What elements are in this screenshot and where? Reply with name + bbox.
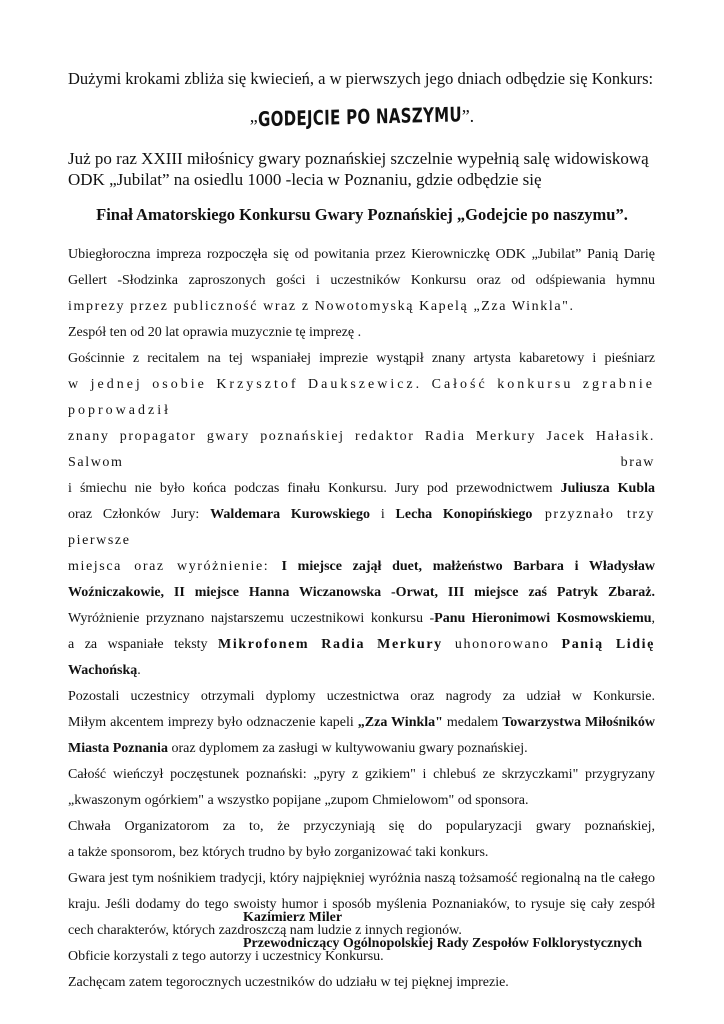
- intro-line: Dużymi krokami zbliża się kwiecień, a w pierwszych jego dniach odbędzie się Konkurs:: [68, 69, 654, 88]
- p5-line-1: Pozostali uczestnicy otrzymali dyplomy uczestnictwa oraz nagrody za udział w Konkursie.: [68, 689, 655, 704]
- p4-line-2-text: a za wspaniałe teksty: [68, 637, 219, 652]
- contest-name-close: ”.: [461, 106, 475, 126]
- p3-line-5: [68, 502, 655, 554]
- p3-line-4: [68, 476, 655, 502]
- p7-line-1: Chwała Organizatorom za to, że przyczyniają się do popularyzacji gwary poznańskiej,: [68, 819, 655, 834]
- p7-line-2: a także sponsorom, bez których trudno by było zorganizować taki konkurs.: [68, 845, 489, 860]
- p4-line-3-dot: .: [137, 663, 141, 678]
- p4-line-3: [68, 658, 655, 684]
- jury-member-2: Lecha Konopińskiego: [395, 507, 533, 522]
- p3-line-6: [68, 554, 655, 580]
- signature-block: [243, 905, 683, 957]
- p2-line: Zespół ten od 20 lat oprawia muzycznie tę imprezę .: [68, 325, 362, 340]
- p5-line-3: [68, 736, 655, 762]
- band-name: „Zza Winkla": [357, 715, 443, 730]
- contest-name-title: GODEJCIE PO NASZYMU: [257, 102, 462, 132]
- p3-line-3: [68, 424, 655, 476]
- lead-line-2: ODK „Jubilat” na osiedlu 1000 -lecia w Poznaniu, gdzie odbędzie się: [68, 170, 542, 189]
- p3-line-3-text: znany propagator gwary poznańskiej redaktor Radia Merkury Jacek Hałasik. Salwom braw: [68, 429, 655, 470]
- society-name-a: Towarzystwa Miłośników: [502, 715, 656, 730]
- article-body: [68, 242, 655, 996]
- p1-line-1: Ubiegłoroczna impreza rozpoczęła się od powitania przez Kierowniczkę ODK „Jubilat” Panią Darię: [68, 247, 655, 262]
- distinction-name: Panu Hieronimowi Kosmowskiemu: [434, 611, 652, 626]
- final-title: Finał Amatorskiego Konkursu Gwary Poznańskiej „Godejcie po naszymu”.: [96, 205, 628, 224]
- p4-line-1-comma: ,: [651, 611, 656, 626]
- p6-line-1: Całość wieńczył poczęstunek poznański: „pyry z gzikiem" i chlebuś ze skrzyczkami" przygryzany: [68, 767, 655, 782]
- jury-chair-name: Juliusza Kubla: [560, 481, 655, 496]
- p9-line: Obficie korzystali z tego autorzy i uczestnicy Konkursu.: [68, 949, 384, 964]
- signature-name: Kazimierz Miler: [243, 910, 343, 925]
- p3-line-5-text: oraz Członków Jury:: [68, 507, 211, 522]
- p8-line-2: kraju. Jeśli dodamy do tego swoisty humor i sposób myślenia Poznaniaków, to rysuje się cały zespół: [68, 897, 655, 912]
- p8-line-1: Gwara jest tym nośnikiem tradycji, który najpiękniej wyróżnia naszą tożsamość regionalną na tle całego: [68, 871, 655, 886]
- society-name-b: Miasta Poznania: [68, 741, 168, 756]
- p5-line-2-mid: medalem: [442, 715, 503, 730]
- contest-name-open-quote: „: [249, 106, 258, 126]
- signature-role: Przewodniczący Ogólnopolskiej Rady Zespołów Folklorystycznych: [243, 936, 642, 951]
- p4-line-2: [68, 632, 655, 658]
- p3-line-2: [68, 372, 655, 424]
- p8-line-3: cech charakterów, których zazdroszczą nam ludzie z innych regionów.: [68, 923, 462, 938]
- p3-line-2-text: w jednej osobie Krzysztof Daukszewicz. Całość konkursu zgrabnie poprowadził: [68, 377, 655, 418]
- p3-line-6-text: miejsca oraz wyróżnienie:: [68, 559, 282, 574]
- p4-line-2-mid: uhonorowano: [442, 637, 562, 652]
- p10-line: Zachęcam zatem tegorocznych uczestników do udziału w tej pięknej imprezie.: [68, 975, 509, 990]
- p4-line-1: [68, 606, 655, 632]
- p3-line-5-end: przyznało trzy pierwsze: [68, 507, 656, 548]
- p3-line-5-and: i: [370, 507, 396, 522]
- first-place: I miejsce zajął duet, małżeństwo Barbara i Władysław: [281, 559, 655, 574]
- p6-line-2: „kwaszonym ogórkiem" a wszystko popijane „zupom Chmielowom" od sponsora.: [68, 793, 529, 808]
- lead-paragraph: [68, 148, 668, 190]
- awardee-last: Wachońską: [68, 663, 138, 678]
- p5-line-2: [68, 710, 655, 736]
- contest-name: [0, 103, 724, 130]
- p3-line-7: [68, 580, 655, 606]
- radio-award: Mikrofonem Radia Merkury: [218, 637, 443, 652]
- lead-line-1: Już po raz XXIII miłośnicy gwary poznańskiej szczelnie wypełnią salę widowiskową: [68, 149, 649, 168]
- awardee-first: Panią Lidię: [561, 637, 655, 652]
- p1-line-3: [68, 294, 655, 320]
- p1-line-2: Gellert -Słodzinka zaproszonych gości i uczestników Konkursu oraz od odśpiewania hymnu: [68, 273, 655, 288]
- jury-member-1: Waldemara Kurowskiego: [210, 507, 371, 522]
- p3-line-1: Gościnnie z recitalem na tej wspaniałej imprezie wystąpił znany artysta kabaretowy i pieśniarz: [68, 351, 655, 366]
- p3-line-4-text: i śmiechu nie było końca podczas finału Konkursu. Jury pod przewodnictwem: [68, 481, 561, 496]
- p5-line-3-text: oraz dyplomem za zasługi w kultywowaniu gwary poznańskiej.: [167, 741, 528, 756]
- p1-line-3-text: imprezy przez publiczność wraz z Nowotomyską Kapelą „Zza Winkla".: [68, 299, 575, 314]
- places-2-3: Woźniczakowie, II miejsce Hanna Wiczanowska -Orwat, III miejsce zaś Patryk Zbaraż.: [68, 585, 655, 600]
- p4-line-1-text: Wyróżnienie przyznano najstarszemu uczestnikowi konkursu -: [68, 611, 435, 626]
- p5-line-2-text: Miłym akcentem imprezy było odznaczenie kapeli: [68, 715, 358, 730]
